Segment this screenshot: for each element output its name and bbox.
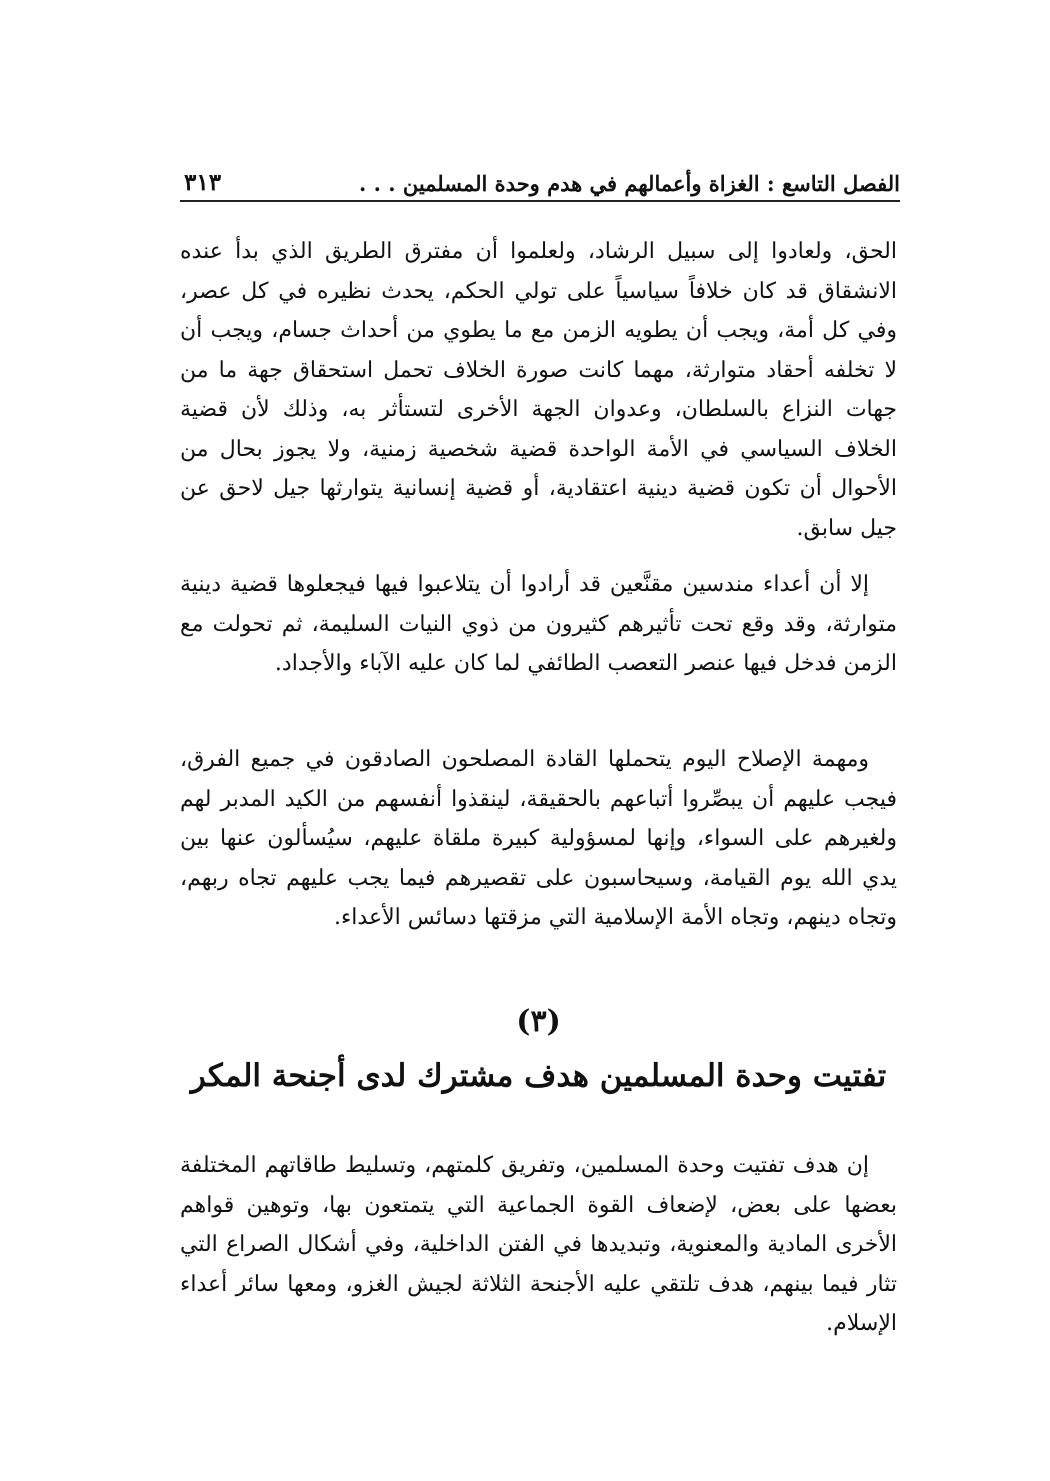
page-number: ٣١٣ — [184, 169, 222, 196]
page-header — [180, 160, 900, 196]
running-title: الفصل التاسع : الغزاة وأعمالهم في هدم وحدة المسلمين . . . — [358, 171, 900, 196]
paragraph-text: الحق، ولعادوا إلى سبيل الرشاد، ولعلموا أن مفترق الطريق الذي بدأ عنده الانشقاق قد كان خلافاً سياسياً على تولي الحكم، يحدث نظيره في كل عصر، وفي كل أمة، ويجب أن يطويه الزمن مع ما يطوي من أحداث جسام، ويجب أن لا تخلفه أحقاد متوارثة، مهما كانت صورة الخلاف تحمل استحقاق جهة ما من جهات النزاع بالسلطان، وعدوان الجهة الأخرى لتستأثر به، وذلك لأن قضية الخلاف السياسي في الأمة الواحدة قضية شخصية زمنية، ولا يجوز بحال من الأحوال أن تكون قضية دينية اعتقادية، أو قضية إنسانية يتوارثها جيل لاحق عن جيل سابق. — [180, 239, 897, 541]
paragraph-1 — [180, 232, 897, 548]
paragraph-4 — [180, 1146, 897, 1344]
paragraph-text: ومهمة الإصلاح اليوم يتحملها القادة المصلحون الصادقون في جميع الفرق، فيجب عليهم أن يبصِّروا أتباعهم بالحقيقة، لينقذوا أنفسهم من الكيد المدبر لهم ولغيرهم على السواء، وإنها لمسؤولية كبيرة ملقاة عليهم، سيُسألون عنها بين يدي الله يوم القيامة، وسيحاسبون على تقصيرهم فيما يجب عليهم تجاه ربهم، وتجاه دينهم، وتجاه الأمة الإسلامية التي مزقتها دسائس الأعداء. — [180, 747, 897, 930]
paragraph-text: إن هدف تفتيت وحدة المسلمين، وتفريق كلمتهم، وتسليط طاقاتهم المختلفة بعضها على بعض، لإضعاف القوة الجماعية التي يتمتعون بها، وتوهين قواهم الأخرى المادية والمعنوية، وتبديدها في الفتن الداخلية، وفي أشكال الصراع التي تثار فيما بينهم، هدف تلتقي عليه الأجنحة الثلاثة لجيش الغزو، ومعها سائر أعداء الإسلام. — [180, 1153, 897, 1336]
paragraph-3 — [180, 740, 897, 938]
paragraph-text: إلا أن أعداء مندسين مقنَّعين قد أرادوا أن يتلاعبوا فيها فيجعلوها قضية دينية متوارثة، وقد وقع تحت تأثيرهم كثيرون من ذوي النيات السليمة، ثم تحولت مع الزمن فدخل فيها عنصر التعصب الطائفي لما كان عليه الآباء والأجداد. — [180, 572, 897, 676]
header-rule — [180, 200, 900, 202]
section-title: تفتيت وحدة المسلمين هدف مشترك لدى أجنحة المكر — [190, 1058, 887, 1094]
section-number: (٣) — [516, 1004, 561, 1039]
paragraph-2 — [180, 565, 897, 684]
